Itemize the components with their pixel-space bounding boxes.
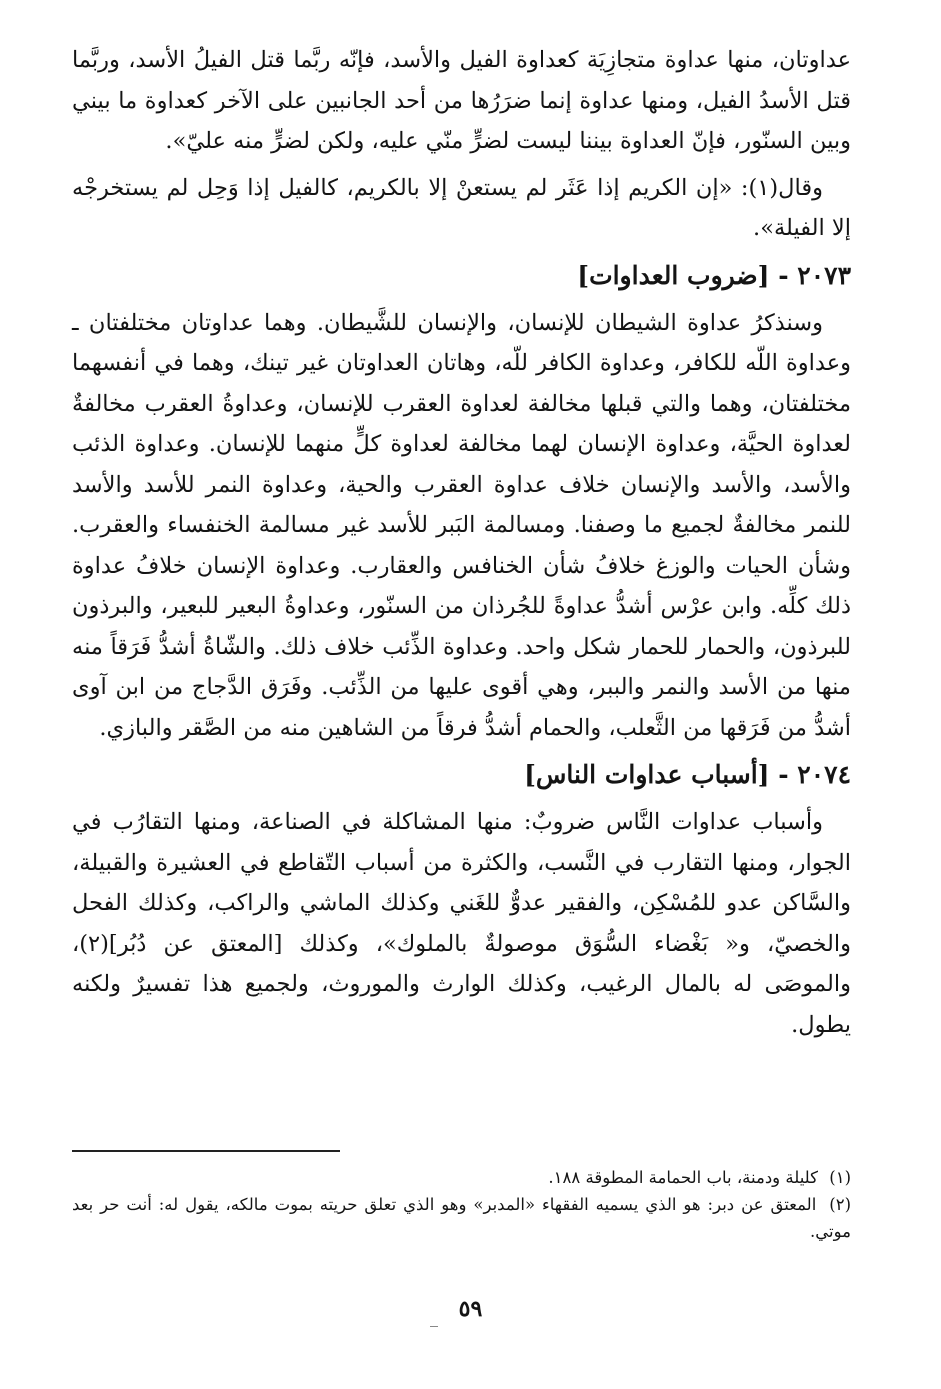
- page-number: ٥٩: [458, 1296, 483, 1322]
- footnote-text: المعتق عن دبر: هو الذي يسميه الفقهاء «المدبر» وهو الذي تعلق حريته بموت مالكه، يقول له: أنت حر بعد موتي.: [72, 1195, 851, 1241]
- footnote-text: كليلة ودمنة، باب الحمامة المطوقة ١٨٨.: [548, 1168, 818, 1187]
- paragraph: عداوتان، منها عداوة متجازِيَة كعداوة الفيل والأسد، فإنّه ربَّما قتل الفيلُ الأسد، وربَّما قتل الأسدُ الفيل، ومنها عداوة إنما ضرَرُها من أحد الجانبين على الآخر كعداوة ما بيني وبين السنّور، فإنّ العداوة بيننا ليست لضرٍّ منّي عليه، ولكن لضرٍّ منه عليّ».: [72, 47, 851, 154]
- paragraph: وسنذكرُ عداوة الشيطان للإنسان، والإنسان للشَّيطان. وهما عداوتان مختلفتان ـ وعداوة اللّه للكافر، وعداوة الكافر للّه، وهاتان العداوتان غير تينك، وهما في أنفسهما مختلفتان، وهما والتي قبلها مخالفة لعداوة العقرب للإنسان، وعداوةُ العقرب مخالفةٌ لعداوة الحيَّة، وعداوة الإنسان لهما مخالفة لعداوة كلٍّ منهما للإنسان. وعداوة الذئب والأسد، والأسد والإنسان خلاف عداوة العقرب والحية، وعداوة النمر للأسد والأسد للنمر مخالفةٌ لجميع ما وصفنا. ومسالمة البَبر للأسد غير مسالمة الخنفساء والعقرب. وشأن الحيات والوزغ خلافُ شأن الخنافس والعقارب. وعداوة الإنسان خلافُ عداوة ذلك كلِّه. وابن عرْس أشدُّ عداوةً للجُرذان من السنّور، وعداوةُ البعير للبعير، والبرذون للبرذون، والحمار للحمار شكل واحد. وعداوة الذِّئب خلاف ذلك. والشّاةُ أشدُّ فَرَقاً منه منها من الأسد والنمر والببر، وهي أقوى عليها من الذِّئب. وفَرَق الدَّجاج من ابن آوى أشدُّ من فَرَقها من الثَّعلب، والحمام أشدُّ فرقاً من الشاهين منه من الصَّقر والبازي.: [72, 309, 851, 741]
- footnote-divider: [72, 1150, 340, 1152]
- footnotes: [72, 1164, 851, 1245]
- footnote-2: [72, 1191, 851, 1245]
- main-text: [72, 40, 851, 1045]
- page-number-underline: [430, 1326, 438, 1327]
- footnote-1: [72, 1164, 851, 1191]
- footnote-marker: (٢): [829, 1195, 851, 1214]
- section-heading-2074: ٢٠٧٤ - [أسباب عداوات الناس]: [524, 760, 851, 789]
- footnote-marker: (١): [829, 1168, 851, 1187]
- paragraph-quote: وقال(١): «إن الكريم إذا عَثَر لم يستعنْ إلا بالكريم، كالفيل إذا وَحِل لم يستخرجْه إلا الفيلة».: [72, 174, 851, 241]
- paragraph: وأسباب عداوات النَّاس ضروبٌ: منها المشاكلة في الصناعة، ومنها التقارُب في الجوار، ومنها التقارب في النَّسب، والكثرة من أسباب التّقاطع في العشيرة والقبيلة، والسَّاكن عدو للمُسْكِن، والفقير عدوٌّ للغَني وكذلك الماشي والراكب، وكذلك الفحل والخصيّ، و« بَغْضاء السُّوَق موصولةٌ بالملوك»، وكذلك [المعتق عن دُبُر](٢)، والموصَى له بالمال الرغيب، وكذلك الوارث والموروث، ولجميع هذا تفسيرٌ ولكنه يطول.: [72, 809, 851, 1038]
- section-heading-2073: ٢٠٧٣ - [ضروب العداوات]: [577, 260, 851, 290]
